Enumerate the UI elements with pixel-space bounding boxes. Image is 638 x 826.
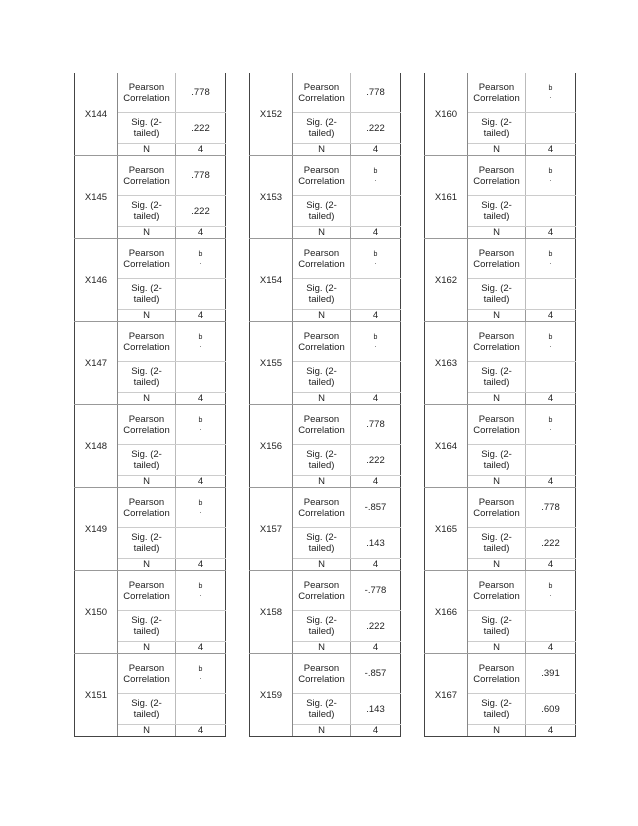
pearson-value: -.857	[351, 654, 401, 694]
table-row	[425, 488, 576, 528]
correlation-table	[74, 73, 226, 737]
n-label: N	[468, 227, 526, 239]
pearson-label: Pearson Correlation	[468, 239, 526, 279]
n-label: N	[468, 393, 526, 405]
n-label: N	[118, 227, 176, 239]
pearson-label: Pearson Correlation	[293, 322, 351, 362]
variable-name: X155	[250, 322, 293, 405]
sig-label: Sig. (2- tailed)	[118, 113, 176, 144]
pearson-label: Pearson Correlation	[293, 239, 351, 279]
pearson-label: Pearson Correlation	[118, 571, 176, 611]
pearson-label: Pearson Correlation	[118, 405, 176, 445]
pearson-value: b .	[176, 654, 226, 694]
sig-value: .222	[526, 528, 576, 559]
sig-label: Sig. (2- tailed)	[118, 362, 176, 393]
variable-name: X157	[250, 488, 293, 571]
n-label: N	[293, 393, 351, 405]
sig-label: Sig. (2- tailed)	[468, 362, 526, 393]
n-value: 4	[526, 310, 576, 322]
pearson-value: b .	[526, 73, 576, 113]
n-label: N	[118, 144, 176, 156]
sig-label: Sig. (2- tailed)	[293, 279, 351, 310]
table-row	[250, 488, 401, 528]
table-row	[250, 73, 401, 113]
sig-value: .222	[351, 113, 401, 144]
n-value: 4	[526, 642, 576, 654]
table-row	[250, 405, 401, 445]
sig-value	[176, 528, 226, 559]
variable-name: X152	[250, 73, 293, 156]
sig-value: .222	[351, 611, 401, 642]
pearson-value: b .	[176, 488, 226, 528]
variable-name: X145	[75, 156, 118, 239]
variable-name: X146	[75, 239, 118, 322]
sig-label: Sig. (2- tailed)	[293, 113, 351, 144]
variable-name: X148	[75, 405, 118, 488]
variable-name: X144	[75, 73, 118, 156]
n-label: N	[468, 144, 526, 156]
variable-name: X154	[250, 239, 293, 322]
pearson-value: .391	[526, 654, 576, 694]
sig-label: Sig. (2- tailed)	[293, 196, 351, 227]
table-row	[75, 571, 226, 611]
pearson-value: -.857	[351, 488, 401, 528]
n-value: 4	[526, 144, 576, 156]
sig-value: .143	[351, 528, 401, 559]
sig-label: Sig. (2- tailed)	[118, 196, 176, 227]
pearson-value: .778	[351, 405, 401, 445]
pearson-value: .778	[526, 488, 576, 528]
n-value: 4	[351, 144, 401, 156]
sig-label: Sig. (2- tailed)	[468, 113, 526, 144]
pearson-value: b .	[351, 322, 401, 362]
n-label: N	[293, 642, 351, 654]
pearson-label: Pearson Correlation	[468, 488, 526, 528]
table-row	[425, 156, 576, 196]
n-value: 4	[526, 227, 576, 239]
n-label: N	[118, 725, 176, 737]
sig-value	[351, 362, 401, 393]
correlation-table-column-2	[249, 73, 401, 737]
sig-label: Sig. (2- tailed)	[293, 362, 351, 393]
sig-value	[526, 279, 576, 310]
pearson-value: b .	[526, 322, 576, 362]
pearson-label: Pearson Correlation	[293, 654, 351, 694]
n-value: 4	[351, 559, 401, 571]
sig-label: Sig. (2- tailed)	[118, 279, 176, 310]
n-label: N	[293, 559, 351, 571]
variable-name: X156	[250, 405, 293, 488]
n-value: 4	[176, 227, 226, 239]
variable-name: X166	[425, 571, 468, 654]
n-label: N	[293, 310, 351, 322]
n-value: 4	[176, 310, 226, 322]
n-value: 4	[351, 227, 401, 239]
table-row	[250, 239, 401, 279]
sig-label: Sig. (2- tailed)	[468, 196, 526, 227]
pearson-value: b .	[351, 156, 401, 196]
sig-value	[176, 445, 226, 476]
table-row	[425, 322, 576, 362]
n-label: N	[293, 725, 351, 737]
pearson-value: b .	[526, 405, 576, 445]
pearson-value: b .	[176, 322, 226, 362]
table-row	[425, 239, 576, 279]
n-label: N	[293, 227, 351, 239]
sig-value	[176, 362, 226, 393]
sig-value: .222	[176, 113, 226, 144]
n-label: N	[118, 476, 176, 488]
table-row	[75, 322, 226, 362]
pearson-value: b .	[526, 571, 576, 611]
sig-value	[526, 611, 576, 642]
n-label: N	[118, 559, 176, 571]
sig-value	[526, 196, 576, 227]
pearson-label: Pearson Correlation	[118, 73, 176, 113]
pearson-label: Pearson Correlation	[293, 571, 351, 611]
n-value: 4	[526, 476, 576, 488]
table-row	[425, 571, 576, 611]
correlation-table-column-3	[424, 73, 576, 737]
pearson-value: .778	[176, 73, 226, 113]
sig-label: Sig. (2- tailed)	[293, 445, 351, 476]
variable-name: X163	[425, 322, 468, 405]
variable-name: X158	[250, 571, 293, 654]
n-value: 4	[351, 393, 401, 405]
table-row	[250, 322, 401, 362]
sig-label: Sig. (2- tailed)	[468, 694, 526, 725]
pearson-label: Pearson Correlation	[293, 73, 351, 113]
n-value: 4	[351, 642, 401, 654]
variable-name: X150	[75, 571, 118, 654]
pearson-label: Pearson Correlation	[468, 654, 526, 694]
pearson-value: -.778	[351, 571, 401, 611]
table-row	[75, 73, 226, 113]
pearson-value: b .	[176, 239, 226, 279]
pearson-label: Pearson Correlation	[293, 405, 351, 445]
table-row	[425, 654, 576, 694]
n-label: N	[293, 144, 351, 156]
n-value: 4	[176, 642, 226, 654]
sig-value	[526, 362, 576, 393]
variable-name: X165	[425, 488, 468, 571]
table-row	[75, 488, 226, 528]
pearson-label: Pearson Correlation	[118, 156, 176, 196]
pearson-value: b .	[176, 405, 226, 445]
n-value: 4	[526, 559, 576, 571]
n-value: 4	[351, 476, 401, 488]
pearson-label: Pearson Correlation	[468, 571, 526, 611]
variable-name: X159	[250, 654, 293, 737]
pearson-label: Pearson Correlation	[118, 654, 176, 694]
n-value: 4	[176, 559, 226, 571]
pearson-value: b .	[526, 239, 576, 279]
table-row	[75, 239, 226, 279]
variable-name: X153	[250, 156, 293, 239]
sig-value	[351, 196, 401, 227]
n-value: 4	[526, 393, 576, 405]
variable-name: X167	[425, 654, 468, 737]
sig-value	[176, 279, 226, 310]
sig-label: Sig. (2- tailed)	[468, 528, 526, 559]
pearson-value: .778	[176, 156, 226, 196]
pearson-value: .778	[351, 73, 401, 113]
n-label: N	[468, 476, 526, 488]
sig-label: Sig. (2- tailed)	[118, 611, 176, 642]
sig-value: .143	[351, 694, 401, 725]
n-value: 4	[176, 476, 226, 488]
sig-value: .222	[176, 196, 226, 227]
sig-label: Sig. (2- tailed)	[293, 694, 351, 725]
pearson-label: Pearson Correlation	[468, 405, 526, 445]
sig-value	[176, 694, 226, 725]
variable-name: X164	[425, 405, 468, 488]
sig-label: Sig. (2- tailed)	[293, 528, 351, 559]
correlation-table	[424, 73, 576, 737]
pearson-label: Pearson Correlation	[118, 239, 176, 279]
sig-value: .609	[526, 694, 576, 725]
pearson-label: Pearson Correlation	[118, 488, 176, 528]
table-row	[250, 654, 401, 694]
n-label: N	[468, 642, 526, 654]
n-value: 4	[176, 393, 226, 405]
pearson-label: Pearson Correlation	[118, 322, 176, 362]
pearson-value: b .	[526, 156, 576, 196]
sig-value	[526, 113, 576, 144]
variable-name: X162	[425, 239, 468, 322]
table-row	[75, 156, 226, 196]
table-row	[75, 654, 226, 694]
pearson-value: b .	[351, 239, 401, 279]
variable-name: X161	[425, 156, 468, 239]
n-value: 4	[351, 310, 401, 322]
table-row	[425, 405, 576, 445]
n-label: N	[118, 310, 176, 322]
variable-name: X147	[75, 322, 118, 405]
n-label: N	[468, 559, 526, 571]
n-value: 4	[176, 725, 226, 737]
table-row	[250, 156, 401, 196]
sig-label: Sig. (2- tailed)	[118, 445, 176, 476]
n-label: N	[118, 642, 176, 654]
sig-label: Sig. (2- tailed)	[468, 611, 526, 642]
pearson-label: Pearson Correlation	[468, 322, 526, 362]
correlation-table	[249, 73, 401, 737]
sig-value: .222	[351, 445, 401, 476]
pearson-label: Pearson Correlation	[293, 156, 351, 196]
sig-label: Sig. (2- tailed)	[468, 279, 526, 310]
variable-name: X160	[425, 73, 468, 156]
sig-value	[176, 611, 226, 642]
table-row	[75, 405, 226, 445]
n-label: N	[468, 310, 526, 322]
n-value: 4	[351, 725, 401, 737]
n-label: N	[118, 393, 176, 405]
sig-value	[351, 279, 401, 310]
pearson-label: Pearson Correlation	[468, 73, 526, 113]
variable-name: X151	[75, 654, 118, 737]
n-value: 4	[526, 725, 576, 737]
pearson-label: Pearson Correlation	[468, 156, 526, 196]
table-row	[250, 571, 401, 611]
correlation-table-column-1	[74, 73, 226, 737]
pearson-label: Pearson Correlation	[293, 488, 351, 528]
sig-value	[526, 445, 576, 476]
sig-label: Sig. (2- tailed)	[118, 694, 176, 725]
sig-label: Sig. (2- tailed)	[293, 611, 351, 642]
sig-label: Sig. (2- tailed)	[118, 528, 176, 559]
table-row	[425, 73, 576, 113]
pearson-value: b .	[176, 571, 226, 611]
n-label: N	[468, 725, 526, 737]
n-label: N	[293, 476, 351, 488]
variable-name: X149	[75, 488, 118, 571]
n-value: 4	[176, 144, 226, 156]
sig-label: Sig. (2- tailed)	[468, 445, 526, 476]
